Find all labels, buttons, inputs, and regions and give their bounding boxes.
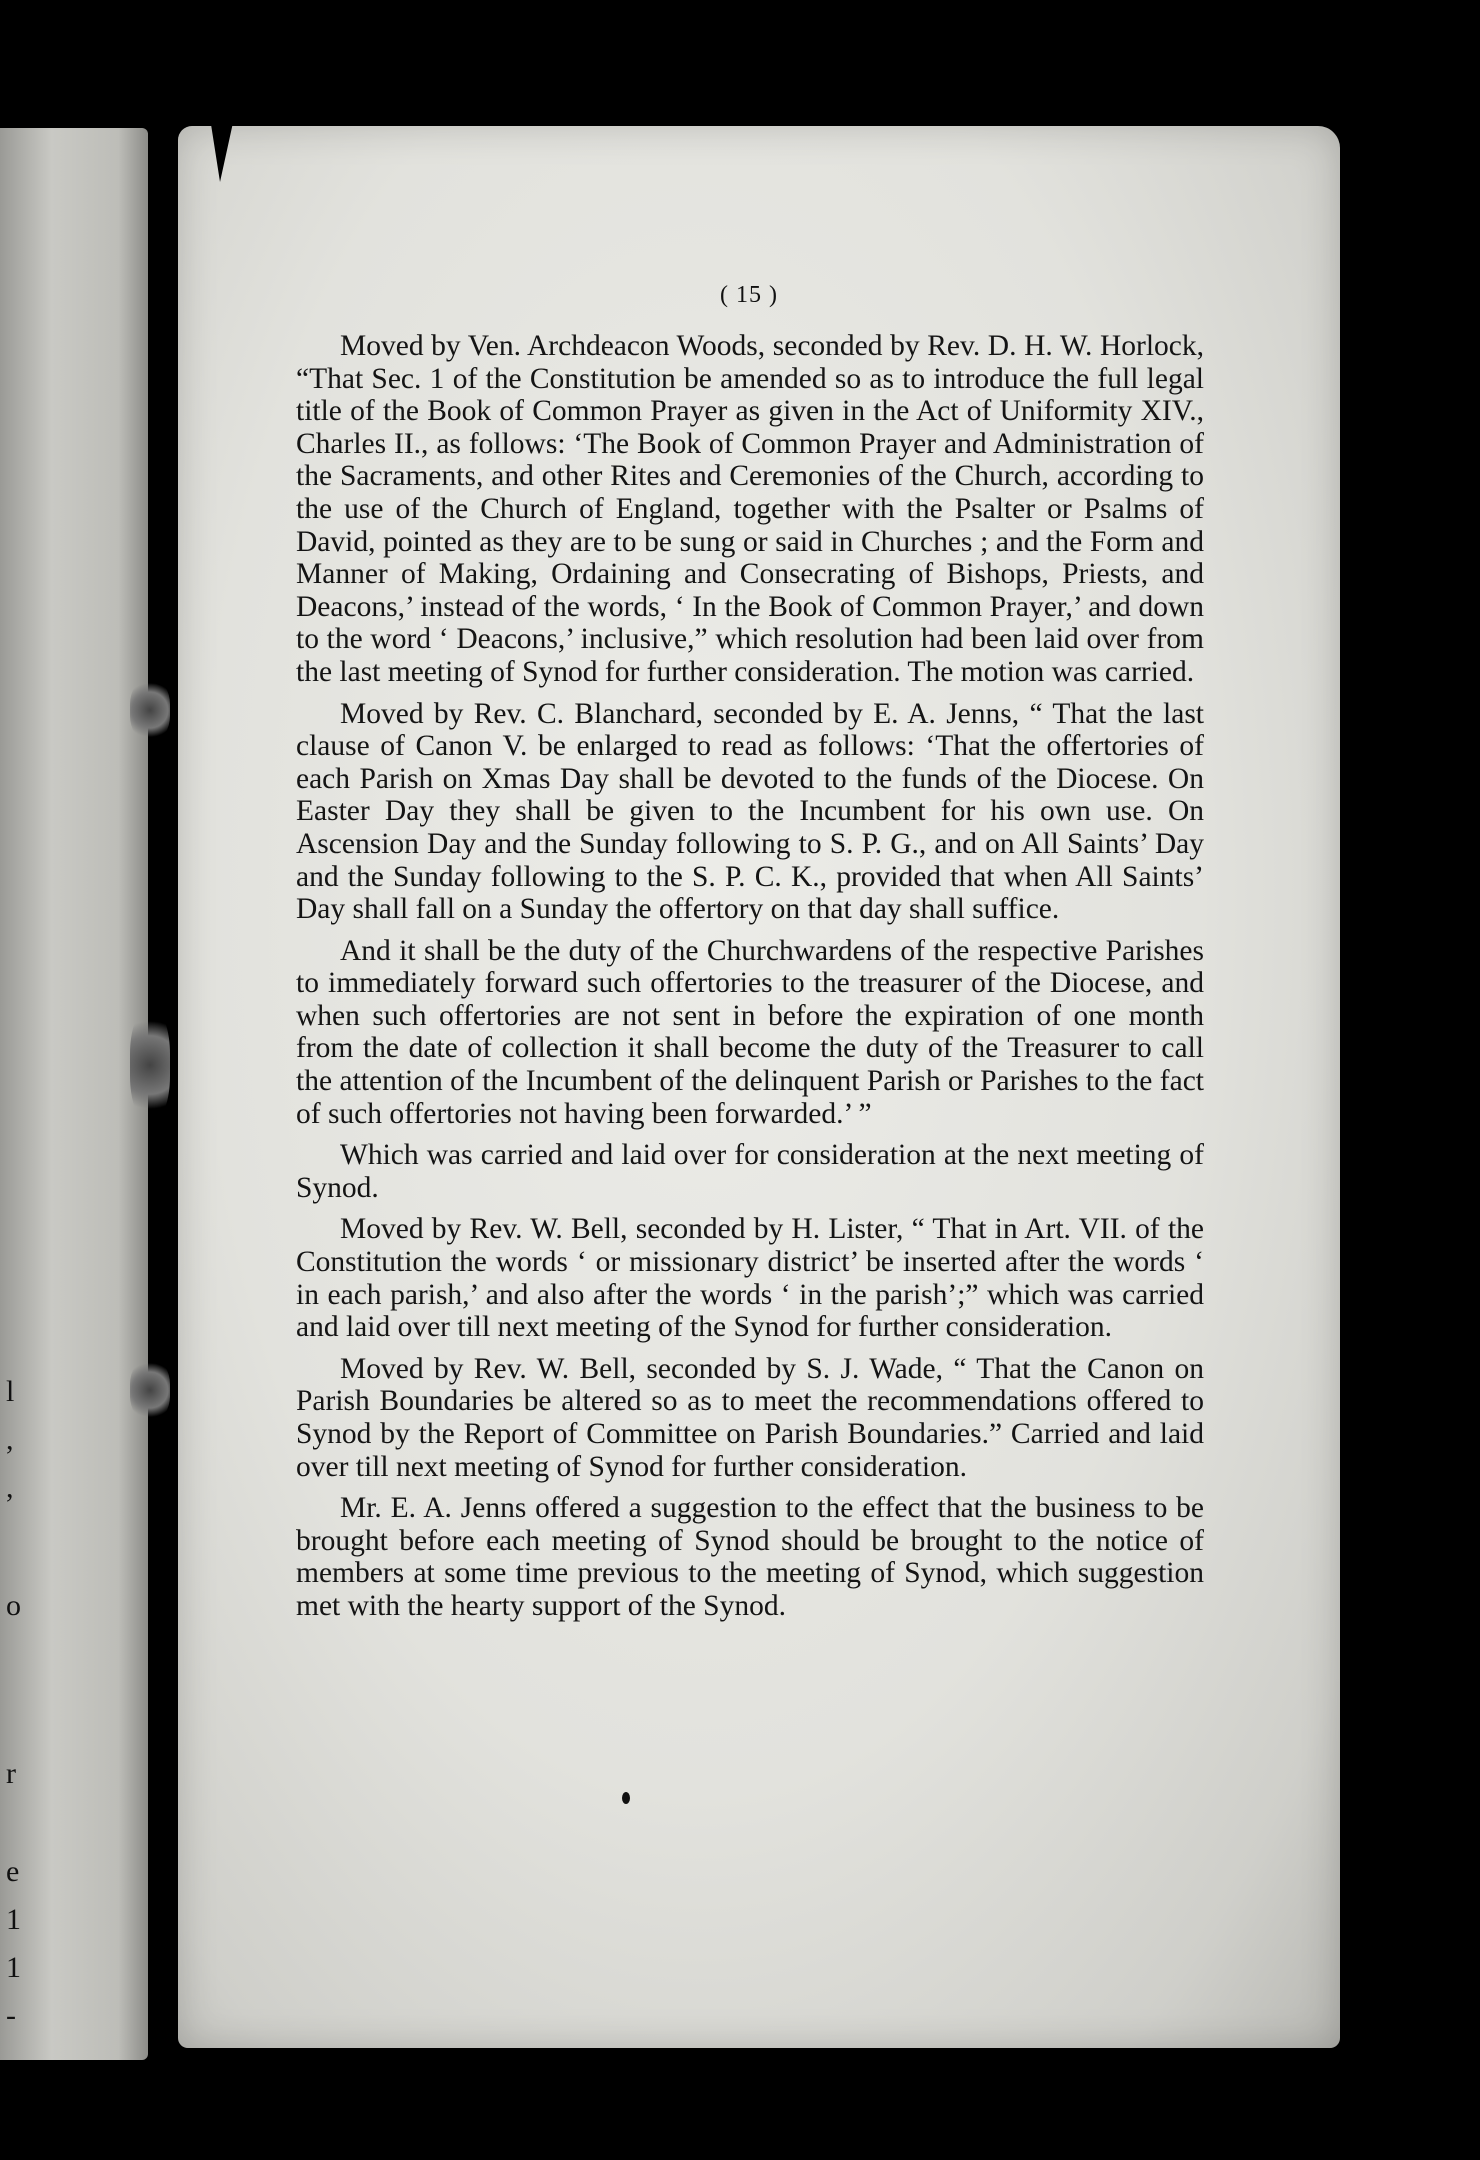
binding-mark bbox=[130, 1010, 170, 1120]
binding-mark bbox=[130, 1360, 170, 1420]
facing-page-fragments bbox=[6, 1368, 26, 2040]
page-number: ( 15 ) bbox=[720, 282, 778, 308]
ink-dot bbox=[622, 1792, 630, 1804]
facing-fragment: 1 bbox=[6, 1951, 21, 1984]
paragraph-3: And it shall be the duty of the Churchwardens of the respective Parishes to immediately forward such offertories to the treasurer of the Diocese, and when such offertories are not sent in before the expiration of one month from the date of collection it shall become the duty of the Treasurer to call the attention of the Incumbent of the delinquent Parish or Parishes to the fact of such offertories not having been forwarded.’ ” bbox=[296, 934, 1204, 1130]
paragraph-5: Moved by Rev. W. Bell, seconded by H. Lister, “ That in Art. VII. of the Constitution the words ‘ or missionary district’ be inserted after the words ‘ in each parish,’ and also after the words ‘ in the parish’;” which was carried and laid over till next meeting of the Synod for further consideration. bbox=[296, 1213, 1204, 1344]
page-tear bbox=[210, 118, 234, 182]
facing-fragment: o bbox=[6, 1589, 21, 1622]
facing-fragment: l bbox=[6, 1375, 15, 1408]
paragraph-6: Moved by Rev. W. Bell, seconded by S. J. Wade, “ That the Canon on Parish Boundaries be altered so as to meet the recommendations offered to Synod by the Report of Committee on Parish Boundaries.” Carried and laid over till next meeting of Synod for further consideration. bbox=[296, 1352, 1204, 1483]
facing-fragment: - bbox=[6, 1999, 16, 2032]
binding-mark bbox=[130, 680, 170, 740]
paragraph-1: Moved by Ven. Archdeacon Woods, seconded by Rev. D. H. W. Horlock, “That Sec. 1 of the Constitution be amended so as to introduce the full legal title of the Book of Common Prayer as given in the Act of Uniformity XIV., Charles II., as follows: ‘The Book of Common Prayer and Administration of the Sacraments, and other Rites and Ceremonies of the Church, according to the use of the Church of England, together with the Psalter or Psalms of David, pointed as they are to be sung or said in Churches ; and the Form and Manner of Making, Ordaining and Consecrating of Bishops, Priests, and Deacons,’ instead of the words, ‘ In the Book of Common Prayer,’ and down to the word ‘ Deacons,’ inclusive,” which resolution had been laid over from the last meeting of Synod for further consideration. The motion was carried. bbox=[296, 330, 1204, 688]
facing-fragment: 1 bbox=[6, 1903, 21, 1936]
facing-fragment: , bbox=[6, 1423, 14, 1456]
paragraph-7: Mr. E. A. Jenns offered a suggestion to the effect that the business to be brought before each meeting of Synod should be brought to the notice of members at some time previous to the meeting of Synod, which suggestion met with the hearty support of the Synod. bbox=[296, 1492, 1204, 1622]
facing-page bbox=[0, 128, 148, 2060]
body-text bbox=[296, 330, 1204, 1632]
facing-fragment: r bbox=[6, 1757, 16, 1790]
facing-fragment: , bbox=[6, 1471, 14, 1504]
facing-fragment: e bbox=[6, 1855, 20, 1888]
paragraph-2: Moved by Rev. C. Blanchard, seconded by E. A. Jenns, “ That the last clause of Canon V. be enlarged to read as follows: ‘That the offertories of each Parish on Xmas Day shall be devoted to the funds of the Diocese. On Easter Day they shall be given to the Incumbent for his own use. On Ascension Day and the Sunday following to S. P. G., and on All Saints’ Day and the Sunday following to the S. P. C. K., provided that when All Saints’ Day shall fall on a Sunday the offertory on that day shall suffice. bbox=[296, 697, 1204, 926]
paragraph-4: Which was carried and laid over for consideration at the next meeting of Synod. bbox=[296, 1139, 1204, 1204]
